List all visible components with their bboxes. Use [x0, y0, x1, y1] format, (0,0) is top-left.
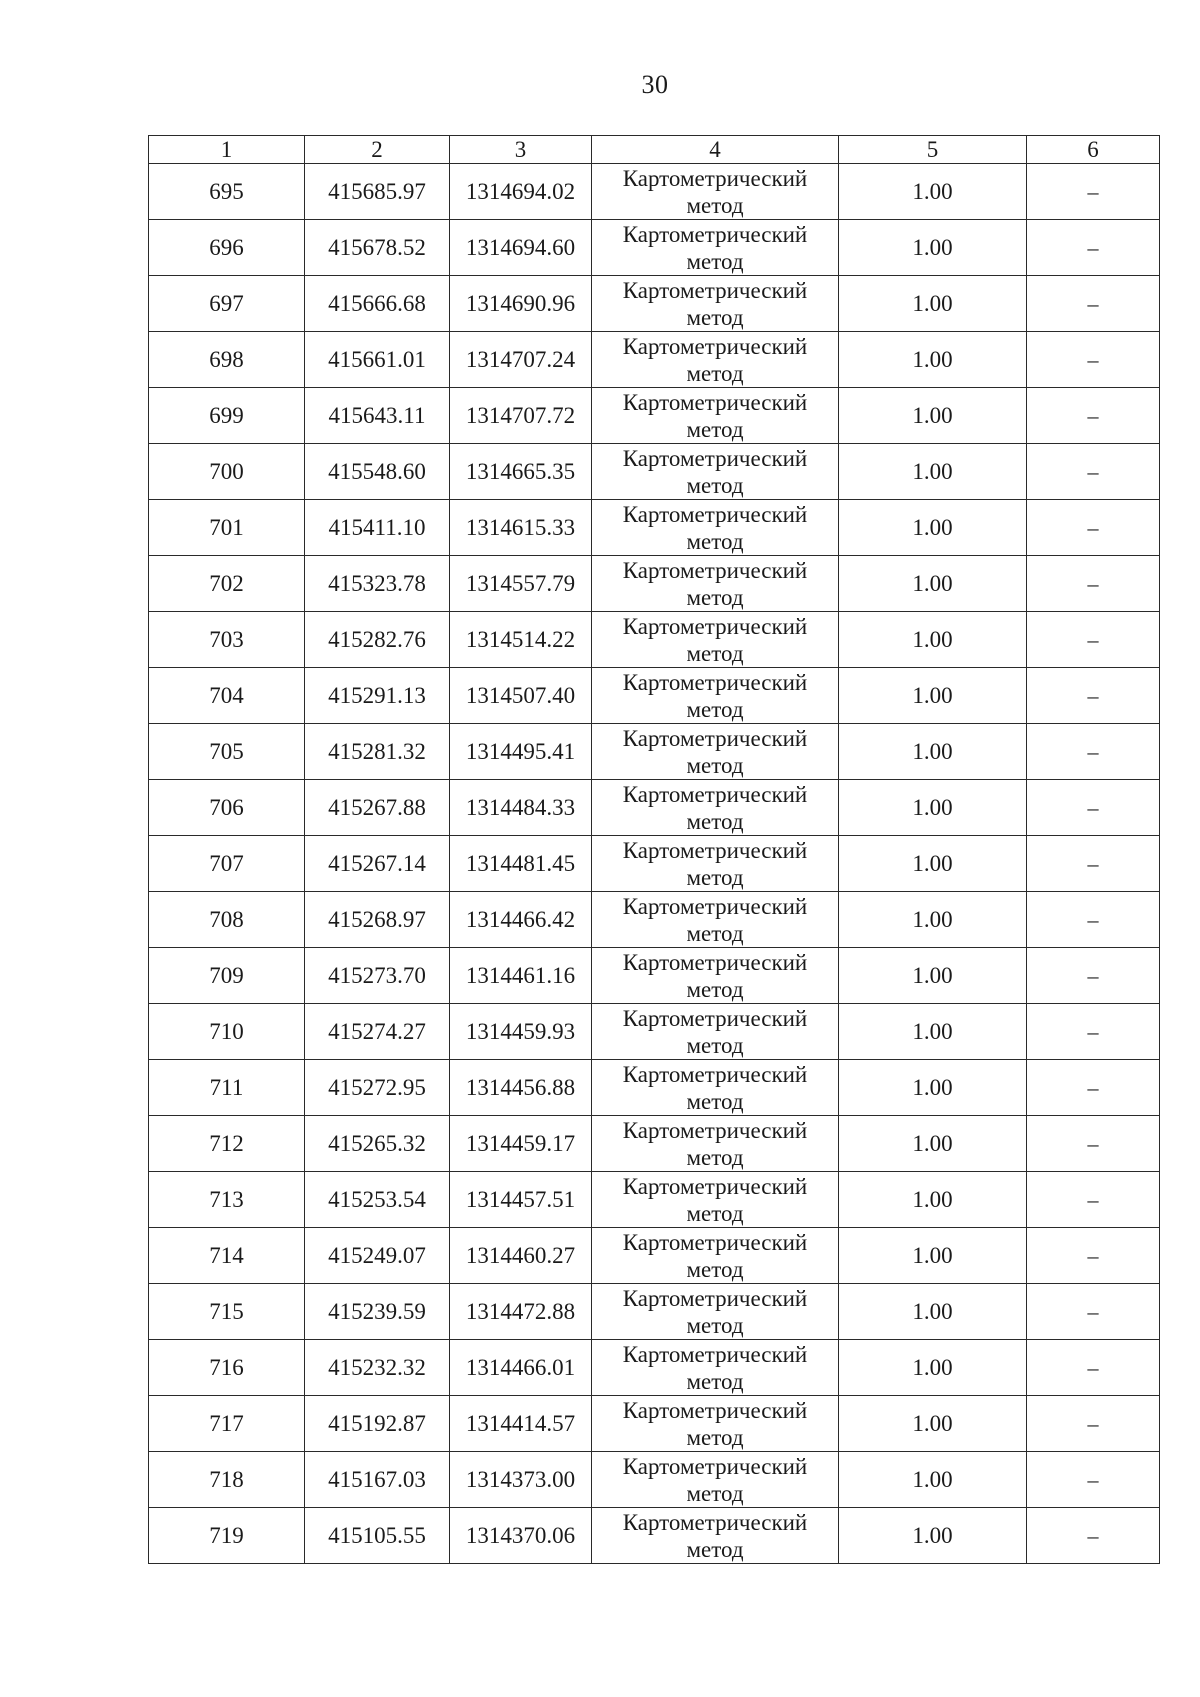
method-cell [592, 1396, 839, 1452]
method-line-1: Картометрический [622, 333, 808, 359]
method-line-2: метод [686, 1312, 744, 1338]
method-line-2: метод [686, 752, 744, 778]
table-row [149, 1452, 1160, 1508]
method-cell [592, 388, 839, 444]
point-number-cell: 703 [149, 612, 305, 668]
accuracy-cell: 1.00 [839, 1060, 1027, 1116]
accuracy-cell: 1.00 [839, 948, 1027, 1004]
method-cell [592, 1116, 839, 1172]
table-row [149, 500, 1160, 556]
description-cell: – [1027, 1116, 1160, 1172]
description-cell: – [1027, 220, 1160, 276]
method-line-2: метод [686, 1088, 744, 1114]
method-line-1: Картометрический [622, 389, 808, 415]
coordinate-y-cell: 1314370.06 [450, 1508, 592, 1564]
coordinate-x-cell: 415272.95 [305, 1060, 450, 1116]
coordinate-x-cell: 415232.32 [305, 1340, 450, 1396]
coordinate-y-cell: 1314373.00 [450, 1452, 592, 1508]
header-row [149, 136, 1160, 164]
accuracy-cell: 1.00 [839, 276, 1027, 332]
coordinate-y-cell: 1314456.88 [450, 1060, 592, 1116]
method-line-2: метод [686, 1480, 744, 1506]
method-line-1: Картометрический [622, 1173, 808, 1199]
accuracy-cell: 1.00 [839, 1284, 1027, 1340]
method-line-2: метод [686, 976, 744, 1002]
accuracy-cell: 1.00 [839, 220, 1027, 276]
description-cell: – [1027, 612, 1160, 668]
method-cell [592, 1508, 839, 1564]
table-row [149, 276, 1160, 332]
column-header-2: 2 [305, 136, 450, 164]
coordinate-x-cell: 415253.54 [305, 1172, 450, 1228]
method-cell [592, 500, 839, 556]
point-number-cell: 714 [149, 1228, 305, 1284]
coordinate-y-cell: 1314459.17 [450, 1116, 592, 1172]
method-line-1: Картометрический [622, 949, 808, 975]
method-line-1: Картометрический [622, 781, 808, 807]
point-number-cell: 698 [149, 332, 305, 388]
accuracy-cell: 1.00 [839, 1396, 1027, 1452]
table-row [149, 1116, 1160, 1172]
description-cell: – [1027, 164, 1160, 220]
method-line-2: метод [686, 472, 744, 498]
description-cell: – [1027, 1228, 1160, 1284]
description-cell: – [1027, 1060, 1160, 1116]
method-line-1: Картометрический [622, 221, 808, 247]
description-cell: – [1027, 1172, 1160, 1228]
method-cell [592, 612, 839, 668]
point-number-cell: 712 [149, 1116, 305, 1172]
coordinate-x-cell: 415323.78 [305, 556, 450, 612]
coordinate-y-cell: 1314414.57 [450, 1396, 592, 1452]
method-line-2: метод [686, 696, 744, 722]
description-cell: – [1027, 556, 1160, 612]
method-line-2: метод [686, 248, 744, 274]
method-line-1: Картометрический [622, 1117, 808, 1143]
coordinate-y-cell: 1314495.41 [450, 724, 592, 780]
method-line-2: метод [686, 808, 744, 834]
point-number-cell: 719 [149, 1508, 305, 1564]
method-line-1: Картометрический [622, 1509, 808, 1535]
coordinate-x-cell: 415105.55 [305, 1508, 450, 1564]
method-line-2: метод [686, 528, 744, 554]
method-line-1: Картометрический [622, 445, 808, 471]
method-line-1: Картометрический [622, 725, 808, 751]
accuracy-cell: 1.00 [839, 164, 1027, 220]
description-cell: – [1027, 1340, 1160, 1396]
method-line-1: Картометрический [622, 557, 808, 583]
coordinate-y-cell: 1314459.93 [450, 1004, 592, 1060]
coordinate-y-cell: 1314481.45 [450, 836, 592, 892]
table-row [149, 1340, 1160, 1396]
column-header-4: 4 [592, 136, 839, 164]
accuracy-cell: 1.00 [839, 1452, 1027, 1508]
method-line-1: Картометрический [622, 1005, 808, 1031]
accuracy-cell: 1.00 [839, 1228, 1027, 1284]
accuracy-cell: 1.00 [839, 332, 1027, 388]
table-row [149, 1004, 1160, 1060]
method-line-1: Картометрический [622, 1341, 808, 1367]
accuracy-cell: 1.00 [839, 836, 1027, 892]
coordinate-y-cell: 1314472.88 [450, 1284, 592, 1340]
description-cell: – [1027, 892, 1160, 948]
point-number-cell: 709 [149, 948, 305, 1004]
accuracy-cell: 1.00 [839, 724, 1027, 780]
description-cell: – [1027, 1508, 1160, 1564]
description-cell: – [1027, 780, 1160, 836]
page-number: 30 [641, 70, 669, 99]
coordinate-x-cell: 415411.10 [305, 500, 450, 556]
method-line-2: метод [686, 360, 744, 386]
table-row [149, 1508, 1160, 1564]
table-row [149, 444, 1160, 500]
table-row [149, 724, 1160, 780]
coordinate-x-cell: 415192.87 [305, 1396, 450, 1452]
coordinate-x-cell: 415548.60 [305, 444, 450, 500]
coordinate-x-cell: 415167.03 [305, 1452, 450, 1508]
method-cell [592, 1452, 839, 1508]
description-cell: – [1027, 948, 1160, 1004]
coordinate-y-cell: 1314694.02 [450, 164, 592, 220]
accuracy-cell: 1.00 [839, 780, 1027, 836]
accuracy-cell: 1.00 [839, 668, 1027, 724]
point-number-cell: 697 [149, 276, 305, 332]
accuracy-cell: 1.00 [839, 1116, 1027, 1172]
description-cell: – [1027, 1396, 1160, 1452]
method-cell [592, 332, 839, 388]
method-cell [592, 164, 839, 220]
coordinate-x-cell: 415273.70 [305, 948, 450, 1004]
description-cell: – [1027, 668, 1160, 724]
description-cell: – [1027, 724, 1160, 780]
point-number-cell: 704 [149, 668, 305, 724]
point-number-cell: 707 [149, 836, 305, 892]
method-line-2: метод [686, 1032, 744, 1058]
method-line-1: Картометрический [622, 165, 808, 191]
accuracy-cell: 1.00 [839, 612, 1027, 668]
method-cell [592, 1340, 839, 1396]
method-cell [592, 668, 839, 724]
table-row [149, 332, 1160, 388]
method-cell [592, 1172, 839, 1228]
description-cell: – [1027, 1004, 1160, 1060]
method-line-1: Картометрический [622, 669, 808, 695]
description-cell: – [1027, 500, 1160, 556]
table-row [149, 556, 1160, 612]
coordinate-y-cell: 1314484.33 [450, 780, 592, 836]
accuracy-cell: 1.00 [839, 1004, 1027, 1060]
description-cell: – [1027, 276, 1160, 332]
description-cell: – [1027, 1284, 1160, 1340]
method-line-2: метод [686, 1256, 744, 1282]
coordinate-x-cell: 415281.32 [305, 724, 450, 780]
coordinate-x-cell: 415274.27 [305, 1004, 450, 1060]
coordinate-x-cell: 415267.88 [305, 780, 450, 836]
method-line-1: Картометрический [622, 837, 808, 863]
table-row [149, 1172, 1160, 1228]
coordinate-y-cell: 1314707.24 [450, 332, 592, 388]
coordinate-y-cell: 1314466.01 [450, 1340, 592, 1396]
method-cell [592, 1004, 839, 1060]
description-cell: – [1027, 1452, 1160, 1508]
coordinate-y-cell: 1314615.33 [450, 500, 592, 556]
method-line-1: Картометрический [622, 1453, 808, 1479]
method-line-2: метод [686, 304, 744, 330]
coordinate-x-cell: 415685.97 [305, 164, 450, 220]
coordinate-y-cell: 1314557.79 [450, 556, 592, 612]
point-number-cell: 718 [149, 1452, 305, 1508]
point-number-cell: 711 [149, 1060, 305, 1116]
point-number-cell: 708 [149, 892, 305, 948]
coordinate-x-cell: 415678.52 [305, 220, 450, 276]
table-row [149, 836, 1160, 892]
table-row [149, 780, 1160, 836]
method-line-1: Картометрический [622, 1285, 808, 1311]
accuracy-cell: 1.00 [839, 1172, 1027, 1228]
coordinate-x-cell: 415666.68 [305, 276, 450, 332]
coordinate-x-cell: 415249.07 [305, 1228, 450, 1284]
coordinate-x-cell: 415643.11 [305, 388, 450, 444]
coordinate-x-cell: 415268.97 [305, 892, 450, 948]
description-cell: – [1027, 332, 1160, 388]
method-line-2: метод [686, 1368, 744, 1394]
coordinate-y-cell: 1314690.96 [450, 276, 592, 332]
accuracy-cell: 1.00 [839, 1340, 1027, 1396]
method-line-2: метод [686, 1144, 744, 1170]
method-cell [592, 276, 839, 332]
method-cell [592, 1284, 839, 1340]
point-number-cell: 699 [149, 388, 305, 444]
method-line-1: Картометрический [622, 1229, 808, 1255]
column-header-1: 1 [149, 136, 305, 164]
method-line-1: Картометрический [622, 501, 808, 527]
method-cell [592, 220, 839, 276]
column-header-5: 5 [839, 136, 1027, 164]
method-cell [592, 780, 839, 836]
table-row [149, 1228, 1160, 1284]
table-row [149, 892, 1160, 948]
point-number-cell: 713 [149, 1172, 305, 1228]
coordinate-y-cell: 1314466.42 [450, 892, 592, 948]
table-row [149, 1284, 1160, 1340]
method-line-2: метод [686, 864, 744, 890]
method-line-1: Картометрический [622, 1397, 808, 1423]
coordinates-table [148, 135, 1160, 1564]
method-line-2: метод [686, 1536, 744, 1562]
point-number-cell: 705 [149, 724, 305, 780]
accuracy-cell: 1.00 [839, 892, 1027, 948]
point-number-cell: 715 [149, 1284, 305, 1340]
method-line-2: метод [686, 584, 744, 610]
method-line-1: Картометрический [622, 613, 808, 639]
point-number-cell: 717 [149, 1396, 305, 1452]
accuracy-cell: 1.00 [839, 1508, 1027, 1564]
method-cell [592, 1060, 839, 1116]
method-line-2: метод [686, 920, 744, 946]
table-row [149, 612, 1160, 668]
accuracy-cell: 1.00 [839, 444, 1027, 500]
table-header [149, 136, 1160, 164]
description-cell: – [1027, 388, 1160, 444]
method-cell [592, 1228, 839, 1284]
table-row [149, 948, 1160, 1004]
coordinate-y-cell: 1314514.22 [450, 612, 592, 668]
method-cell [592, 444, 839, 500]
coordinate-x-cell: 415291.13 [305, 668, 450, 724]
table-row [149, 668, 1160, 724]
method-cell [592, 724, 839, 780]
method-cell [592, 948, 839, 1004]
point-number-cell: 700 [149, 444, 305, 500]
coordinate-y-cell: 1314707.72 [450, 388, 592, 444]
coordinate-x-cell: 415661.01 [305, 332, 450, 388]
coordinate-y-cell: 1314665.35 [450, 444, 592, 500]
table-row [149, 388, 1160, 444]
coordinate-y-cell: 1314461.16 [450, 948, 592, 1004]
method-line-2: метод [686, 416, 744, 442]
method-line-1: Картометрический [622, 893, 808, 919]
method-line-1: Картометрический [622, 277, 808, 303]
point-number-cell: 706 [149, 780, 305, 836]
point-number-cell: 701 [149, 500, 305, 556]
coordinate-x-cell: 415267.14 [305, 836, 450, 892]
column-header-3: 3 [450, 136, 592, 164]
coordinate-y-cell: 1314460.27 [450, 1228, 592, 1284]
point-number-cell: 716 [149, 1340, 305, 1396]
method-cell [592, 556, 839, 612]
coordinate-x-cell: 415282.76 [305, 612, 450, 668]
table-row [149, 1060, 1160, 1116]
table-body [149, 164, 1160, 1564]
method-line-2: метод [686, 1200, 744, 1226]
point-number-cell: 696 [149, 220, 305, 276]
point-number-cell: 702 [149, 556, 305, 612]
method-cell [592, 892, 839, 948]
coordinate-y-cell: 1314694.60 [450, 220, 592, 276]
accuracy-cell: 1.00 [839, 556, 1027, 612]
table-row [149, 1396, 1160, 1452]
description-cell: – [1027, 444, 1160, 500]
method-line-1: Картометрический [622, 1061, 808, 1087]
coordinate-x-cell: 415239.59 [305, 1284, 450, 1340]
method-cell [592, 836, 839, 892]
point-number-cell: 695 [149, 164, 305, 220]
description-cell: – [1027, 836, 1160, 892]
accuracy-cell: 1.00 [839, 500, 1027, 556]
coordinate-y-cell: 1314507.40 [450, 668, 592, 724]
point-number-cell: 710 [149, 1004, 305, 1060]
table-row [149, 220, 1160, 276]
column-header-6: 6 [1027, 136, 1160, 164]
method-line-2: метод [686, 1424, 744, 1450]
accuracy-cell: 1.00 [839, 388, 1027, 444]
coordinate-x-cell: 415265.32 [305, 1116, 450, 1172]
method-line-2: метод [686, 192, 744, 218]
method-line-2: метод [686, 640, 744, 666]
coordinate-y-cell: 1314457.51 [450, 1172, 592, 1228]
table-row [149, 164, 1160, 220]
